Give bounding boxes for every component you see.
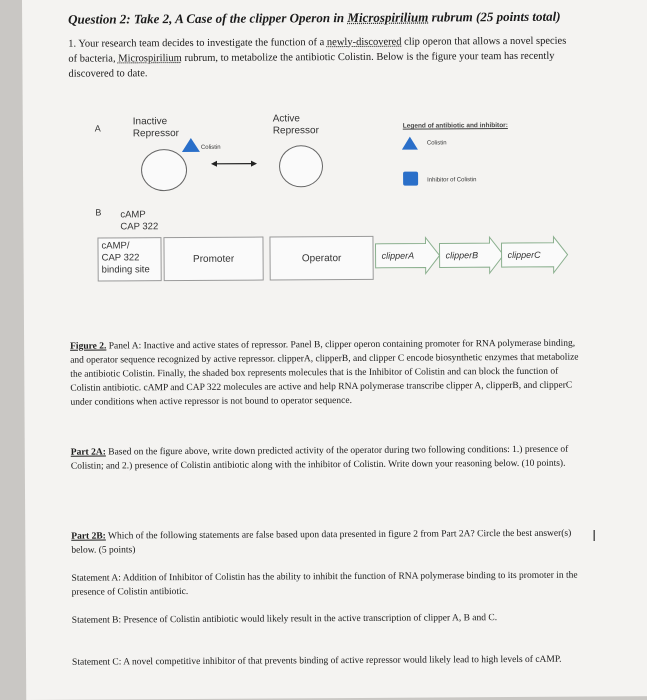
intro-text: rubrum, to metabolize the antibiotic Colistin. Below is the figure your team has recently discovered to date. <box>68 50 555 80</box>
active-repressor-shape <box>279 145 323 187</box>
question-title <box>68 9 560 28</box>
figure-caption <box>70 337 582 410</box>
title-species: Microspirilium <box>347 9 429 26</box>
label-line: Repressor <box>272 125 319 137</box>
legend-colistin-icon <box>401 136 419 151</box>
colistin-triangle-icon <box>181 137 201 153</box>
title-part: rubrum (25 points total) <box>428 8 561 25</box>
part-2a-label: Part 2A: <box>70 447 106 458</box>
statement-c: Statement C: A novel competitive inhibitor of that prevents binding of active repressor would likely lead to high levels of cAMP. <box>72 654 562 668</box>
binding-site-box <box>97 237 161 281</box>
panel-a-letter: A <box>94 123 101 134</box>
part-2b <box>71 527 571 558</box>
intro-text: 1. Your research team decides to investigate the function of a <box>68 37 327 50</box>
legend-inhibitor-label: Inhibitor of Colistin <box>427 177 477 184</box>
inactive-repressor-label <box>133 116 179 140</box>
camp-cap-label <box>120 209 158 233</box>
intro-underlined: newly-discovered <box>326 36 402 49</box>
legend-colistin-label: Colistin <box>426 140 447 147</box>
part-2a-text: Based on the figure above, write down predicted activity of the operator during two following conditions: 1.) presence of Colistin; and 2.) presence of Colistin antibiotic along with the inhibitor of Colistin. Write down your reasoning below. (10 points). <box>70 444 569 472</box>
label-line: Active <box>272 113 300 125</box>
intro-paragraph <box>68 34 568 82</box>
double-arrow-icon <box>211 159 257 169</box>
label-line: CAP 322 <box>101 252 140 264</box>
label-line: binding site <box>101 264 150 276</box>
text-cursor-icon: I <box>592 528 597 545</box>
inactive-repressor-shape <box>141 149 187 191</box>
colistin-label: Colistin <box>200 144 221 151</box>
label-line: Repressor <box>132 128 179 140</box>
promoter-box: Promoter <box>163 237 263 282</box>
intro-species: Microspirilium <box>118 53 182 65</box>
gene-clipperA-label: clipperA <box>381 250 415 261</box>
label-line: Inactive <box>132 116 168 128</box>
gene-clipperC-label: clipperC <box>507 249 541 261</box>
title-part: Question 2: Take 2, A Case of the clipper Operon in <box>68 10 348 27</box>
part-2a <box>71 443 583 474</box>
statement-a: Statement A: Addition of Inhibitor of Colistin has the ability to inhibit the function of RNA polymerase binding to its promoter in the presence of Colistin antibiotic. <box>71 570 578 598</box>
statement-b: Statement B: Presence of Colistin antibiotic would likely result in the active transcription of clipper A, B and C. <box>71 613 498 626</box>
part-2b-label: Part 2B: <box>71 531 106 542</box>
label-line: cAMP <box>120 209 146 221</box>
panel-b-letter: B <box>95 207 102 218</box>
operator-box: Operator <box>269 236 373 281</box>
caption-text: Panel A: Inactive and active states of repressor. Panel B, clipper operon containing promoter for RNA polymerase binding, and operator sequence recognized by active repressor. clipperA, clipperB, and clipper C encode biosynthetic enzymes that metabolize the antibiotic Colistin. Finally, the shaded box represents molecules that is the Inhibitor of Colistin and can block the function of Colistin antibiotic. cAMP and CAP 322 molecules are active and help RNA polymerase transcribe clipper A, clipperB, and clipperC under conditions when active repressor is not bound to operator sequence. <box>70 338 579 408</box>
caption-label: Figure 2. <box>70 341 107 352</box>
label-line: CAP 322 <box>120 221 159 233</box>
worksheet-page <box>22 0 647 700</box>
intro-text: clip operon that allows a novel species of bacteria, <box>68 35 567 65</box>
part-2b-text: Which of the following statements are false based upon data presented in figure 2 from Part 2A? Circle the best answer(s) below. (5 points) <box>71 528 572 556</box>
gene-clipperB-label: clipperB <box>445 250 479 261</box>
legend-inhibitor-square-icon <box>403 172 418 186</box>
active-repressor-label <box>273 113 319 137</box>
label-line: cAMP/ <box>101 240 130 252</box>
legend-title: Legend of antibiotic and inhibitor: <box>402 122 508 130</box>
